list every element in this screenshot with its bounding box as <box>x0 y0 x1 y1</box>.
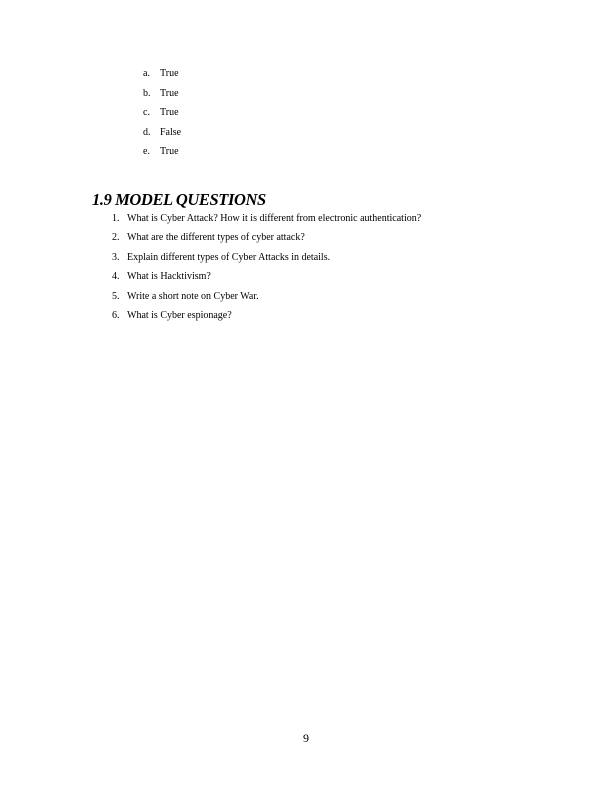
question-number: 5. <box>112 290 120 302</box>
answer-letter: d. <box>143 126 151 138</box>
question-item <box>112 231 421 250</box>
question-text: What is Cyber Attack? How it is different from electronic authentication? <box>127 213 422 224</box>
answer-letter: e. <box>143 146 150 157</box>
answer-text: True <box>160 146 179 157</box>
question-number: 6. <box>112 309 120 321</box>
answer-text: True <box>160 107 179 118</box>
question-number: 2. <box>112 232 120 244</box>
answer-item <box>143 87 181 107</box>
question-item <box>112 290 421 309</box>
answer-letter: a. <box>143 68 150 79</box>
answer-text: False <box>160 126 182 138</box>
answer-item <box>143 67 181 87</box>
question-text: What is Cyber espionage? <box>127 309 232 321</box>
question-text: What is Hacktivism? <box>127 271 211 283</box>
question-text: What are the different types of cyber attack? <box>127 232 305 244</box>
answer-item <box>143 106 181 126</box>
question-text: Explain different types of Cyber Attacks in details. <box>127 251 331 263</box>
question-number: 3. <box>112 251 120 263</box>
question-item <box>112 270 421 289</box>
question-item <box>112 251 421 270</box>
question-number: 4. <box>112 271 120 283</box>
question-text: Write a short note on Cyber War. <box>127 290 259 302</box>
answer-text: True <box>160 68 179 79</box>
answer-item <box>143 126 181 146</box>
answer-list <box>143 67 181 165</box>
answer-letter: c. <box>143 107 150 118</box>
question-item <box>112 212 421 231</box>
page-number: 9 <box>303 731 309 745</box>
answer-text: True <box>160 87 179 99</box>
answer-item <box>143 145 181 165</box>
question-number: 1. <box>112 213 120 224</box>
question-list <box>112 212 421 328</box>
question-item <box>112 309 421 328</box>
section-heading: 1.9 MODEL QUESTIONS <box>92 190 266 209</box>
answer-letter: b. <box>143 87 151 99</box>
